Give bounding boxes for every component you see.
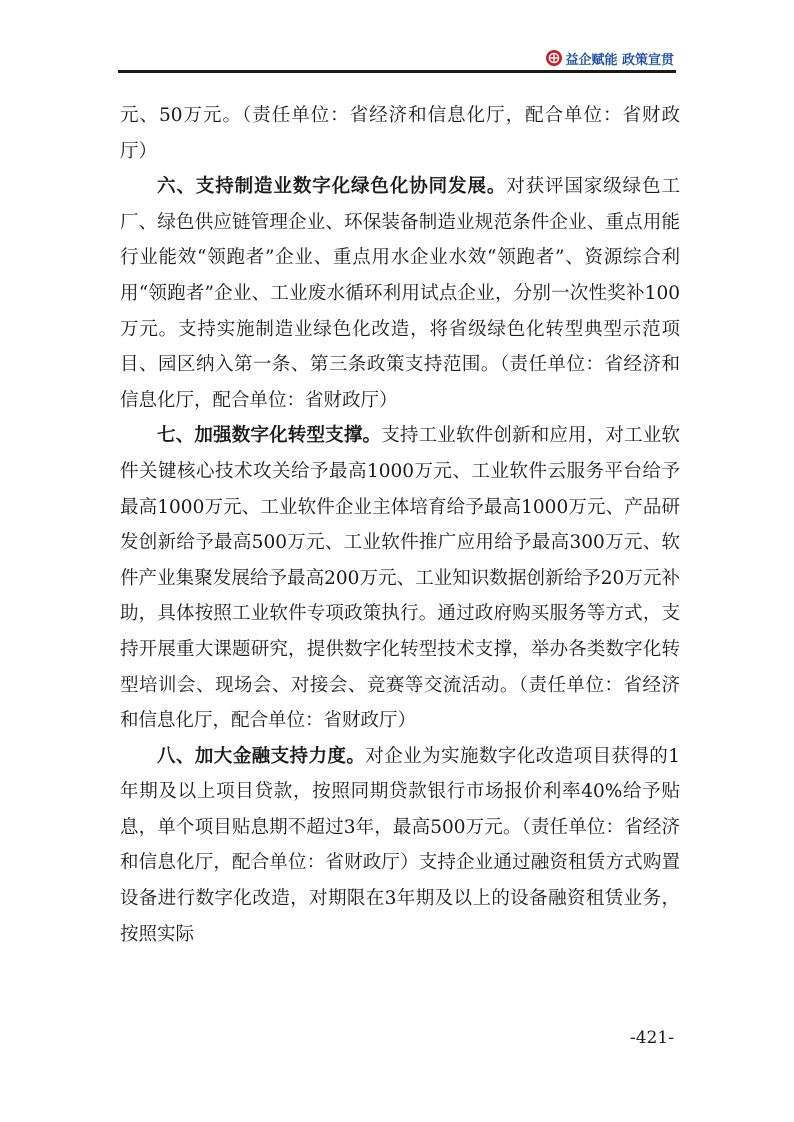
section-heading: 八、加大金融支持力度。 <box>157 745 366 767</box>
paragraph-body: 支持工业软件创新和应用，对工业软件关键核心技术攻关给予最高1000万元、工业软件云服务平台给予最高1000万元、工业软件企业主体培育给予最高1000万元、产品研发创新给予最高500万元、工业软件推广应用给予最高300万元、软件产业集聚发展给予最高200万元、工业知识数据创新给予20万元补助，具体按照工业软件专项政策执行。通过政府购买服务等方式，支持开展重大课题研究，提供数字化转型技术支撑，举办各类数字化转型培训会、现场会、对接会、竞赛等交流活动。（责任单位：省经济和信息化厅，配合单位：省财政厅） <box>120 425 680 732</box>
brand-text: 益企赋能 政策宣贯 <box>565 52 674 68</box>
paragraph-section-6 <box>120 169 680 418</box>
paragraph-continuation <box>120 98 680 169</box>
header-divider <box>118 70 676 73</box>
paragraph-body: 元、50万元。（责任单位：省经济和信息化厅，配合单位：省财政厅） <box>120 105 680 162</box>
paragraph-body: 对企业为实施数字化改造项目获得的1年期及以上项目贷款，按照同期贷款银行市场报价利率40%给予贴息，单个项目贴息期不超过3年，最高500万元。（责任单位：省经济和信息化厅，配合单位：省财政厅）支持企业通过融资租赁方式购置设备进行数字化改造，对期限在3年期及以上的设备融资租赁业务，按照实际 <box>120 745 680 945</box>
paragraph-section-7 <box>120 418 680 738</box>
header-brand <box>546 48 674 68</box>
company-logo-icon <box>546 50 562 66</box>
paragraph-section-8 <box>120 739 680 953</box>
paragraph-body: 对获评国家级绿色工厂、绿色供应链管理企业、环保装备制造业规范条件企业、重点用能行业能效“领跑者”企业、重点用水企业水效“领跑者”、资源综合利用“领跑者”企业、工业废水循环利用试点企业，分别一次性奖补100万元。支持实施制造业绿色化改造，将省级绿色化转型典型示范项目、园区纳入第一条、第三条政策支持范围。（责任单位：省经济和信息化厅，配合单位：省财政厅） <box>120 176 680 411</box>
document-body <box>120 98 680 952</box>
section-heading: 七、加强数字化转型支撑。 <box>157 425 382 447</box>
section-heading: 六、支持制造业数字化绿色化协同发展。 <box>157 176 507 198</box>
page-number: -421- <box>630 1028 674 1048</box>
